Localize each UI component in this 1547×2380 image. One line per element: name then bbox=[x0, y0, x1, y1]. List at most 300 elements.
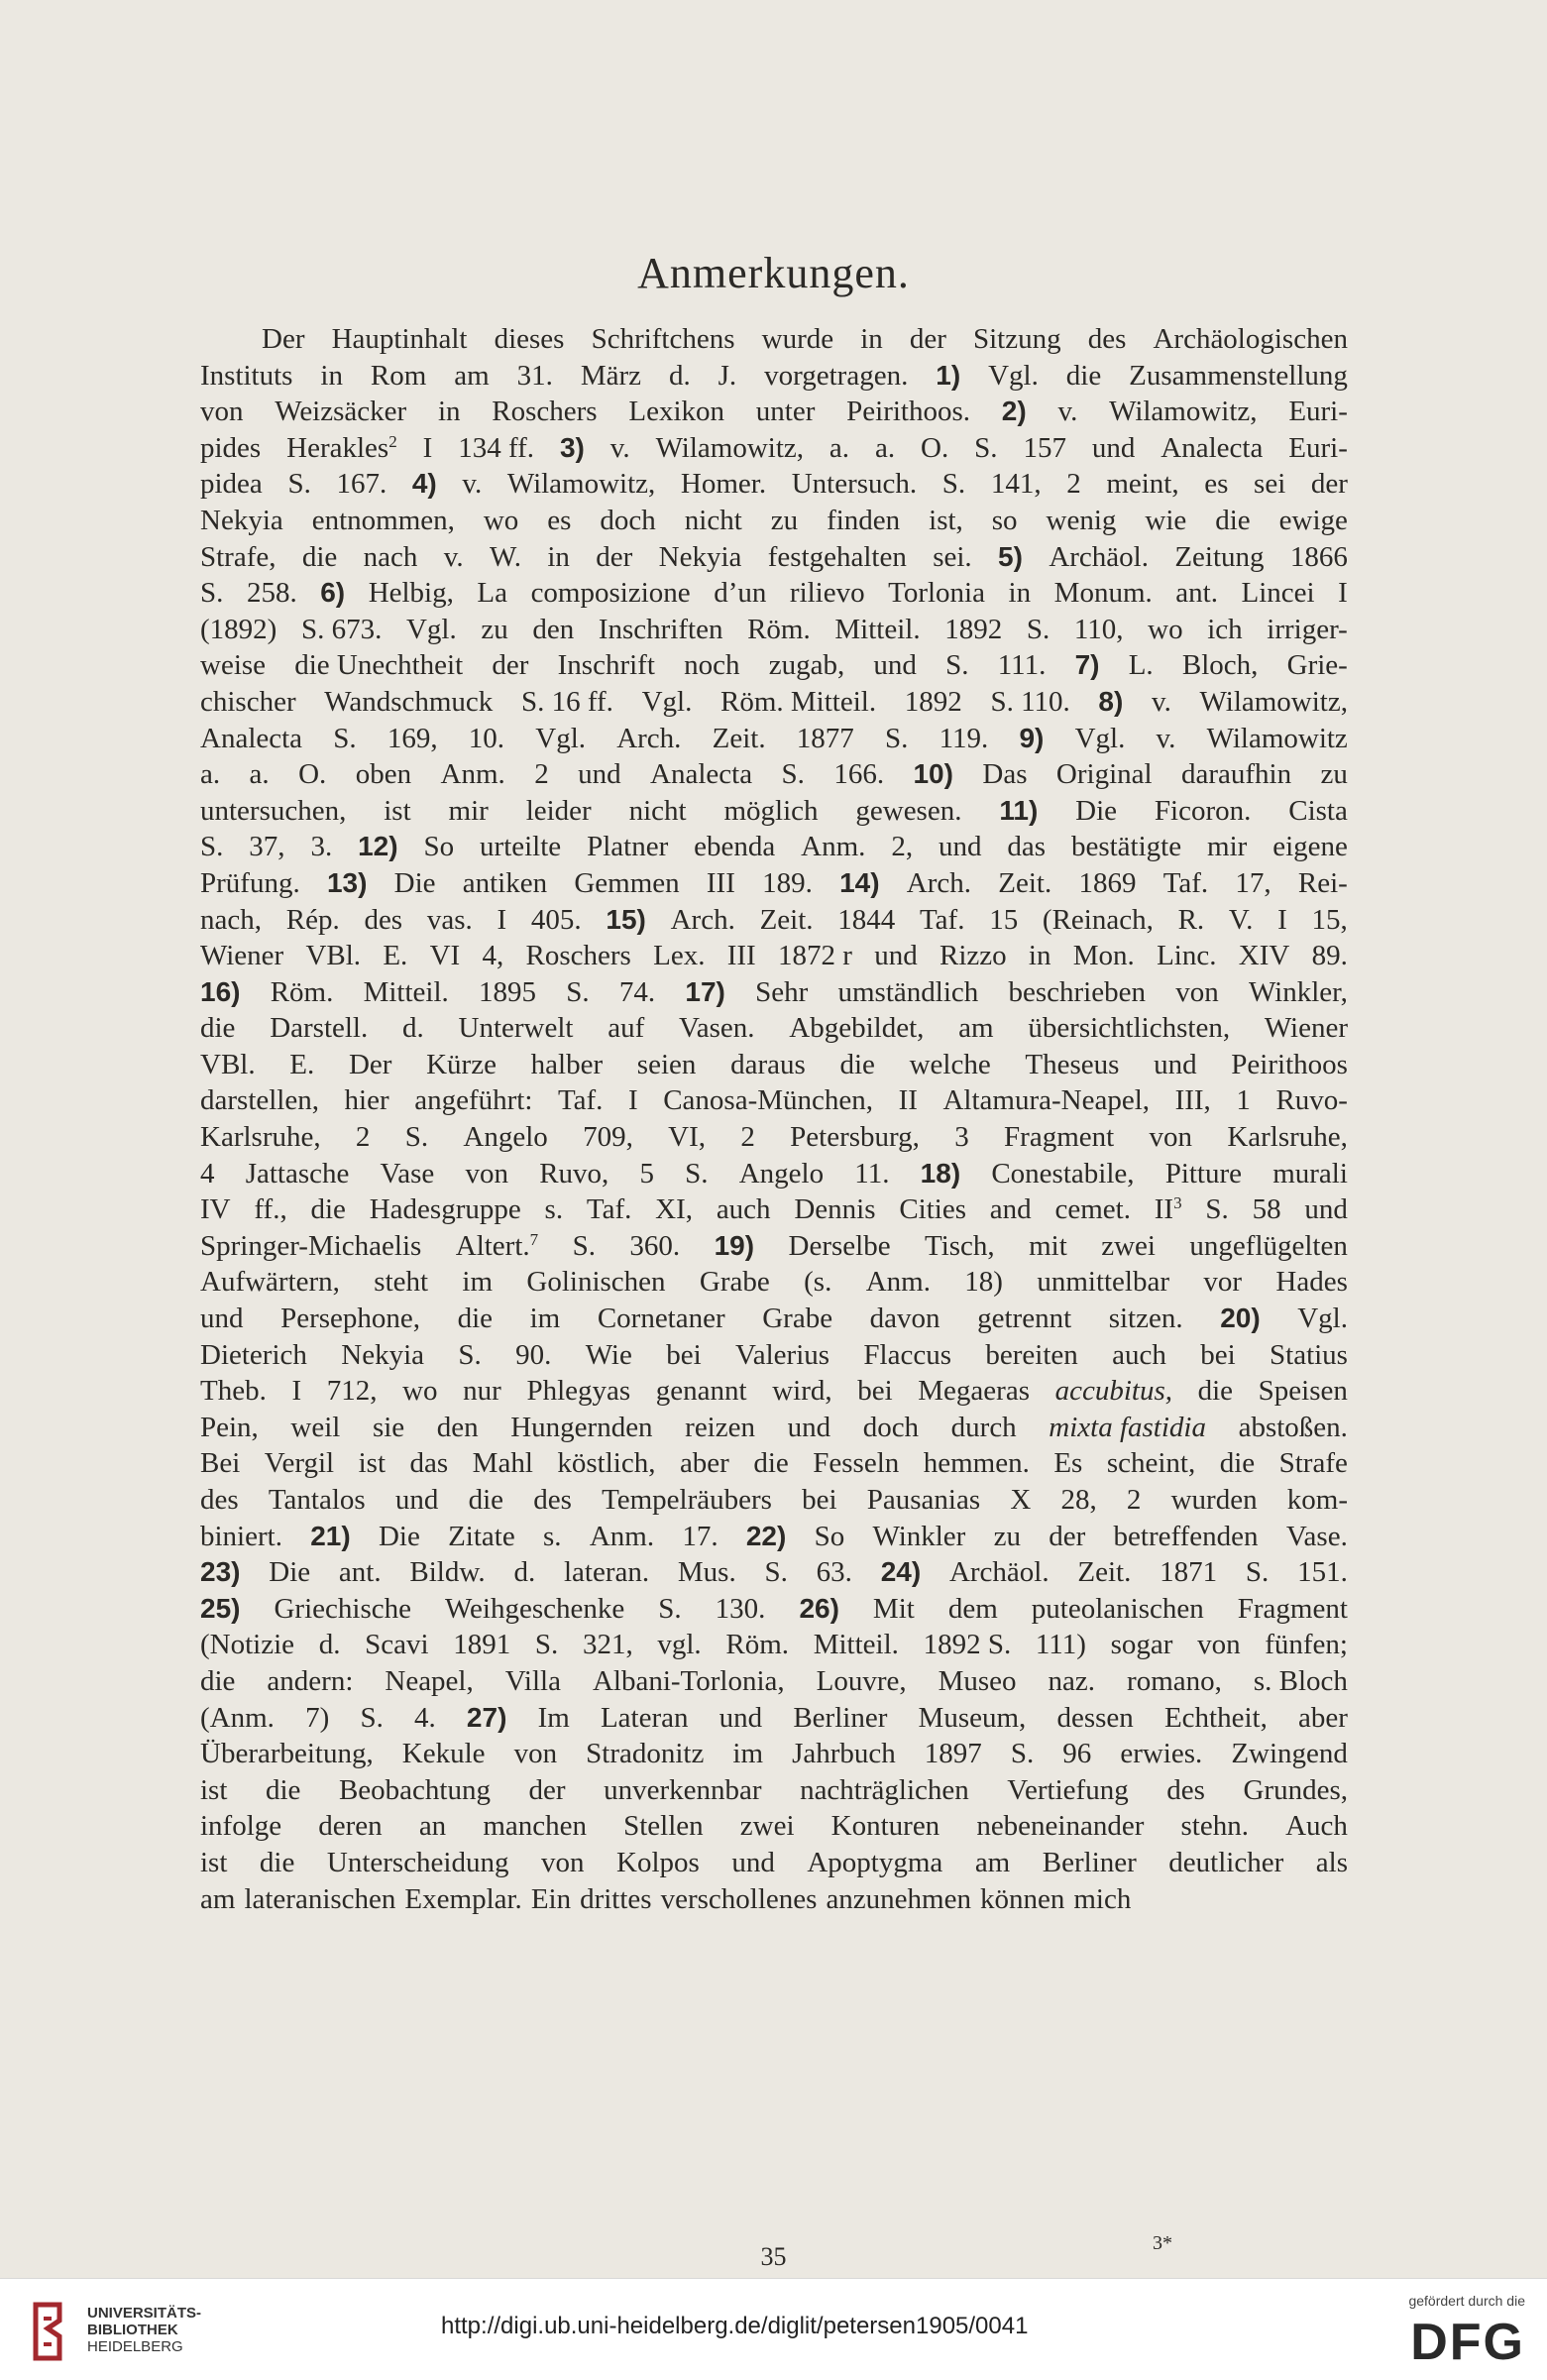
text-line bbox=[200, 684, 1348, 721]
word: a. bbox=[249, 758, 270, 791]
word: Aufwärtern, bbox=[200, 1266, 340, 1299]
italic-word: accubitus, bbox=[1054, 1375, 1172, 1408]
printer-signature: 3* bbox=[1153, 2232, 1172, 2254]
word: 90. bbox=[515, 1338, 552, 1371]
word: welche bbox=[909, 1048, 991, 1080]
word: pidea bbox=[200, 468, 263, 501]
word bbox=[456, 1228, 538, 1265]
text-line bbox=[200, 394, 1348, 430]
word: Tantalos bbox=[268, 1484, 366, 1516]
word: ungeflügelten bbox=[1189, 1229, 1348, 1262]
word: Phlegyas bbox=[526, 1375, 631, 1408]
word: Weihgeschenke bbox=[445, 1592, 625, 1625]
word: in bbox=[1028, 940, 1051, 972]
word: Cornetaner bbox=[597, 1303, 725, 1335]
word: 111. bbox=[997, 649, 1047, 682]
word: Ruvo, bbox=[539, 1157, 609, 1190]
word: Peirithoos. bbox=[846, 396, 971, 428]
word: die bbox=[1197, 1375, 1234, 1408]
word: Zwingend bbox=[1231, 1738, 1348, 1770]
note-number: 18) bbox=[920, 1157, 961, 1189]
word: Arch. bbox=[906, 866, 972, 899]
word: Vgl. bbox=[1074, 722, 1126, 754]
word: und bbox=[787, 1411, 831, 1443]
word: Unterscheidung bbox=[326, 1846, 509, 1878]
word: Lex. bbox=[653, 940, 706, 972]
word: 2, bbox=[891, 831, 914, 863]
word: cemet. bbox=[1054, 1193, 1131, 1226]
word: Rom bbox=[370, 359, 427, 392]
word: die bbox=[1219, 1447, 1256, 1480]
word: Anm. bbox=[865, 1266, 931, 1299]
word: 3 bbox=[954, 1121, 969, 1154]
text-line bbox=[200, 1156, 1348, 1192]
word: Ein bbox=[530, 1882, 572, 1915]
word: reizen bbox=[685, 1411, 755, 1443]
word: Flaccus bbox=[863, 1338, 951, 1371]
word: Berliner bbox=[1042, 1846, 1137, 1878]
word: Speisen bbox=[1258, 1375, 1348, 1408]
word: Ruvo- bbox=[1275, 1084, 1348, 1117]
word: antiken bbox=[462, 866, 548, 899]
word: Inschriften bbox=[598, 613, 723, 645]
word: v. bbox=[443, 540, 464, 573]
word: durch bbox=[950, 1411, 1017, 1443]
word: Röm. Mitteil. bbox=[720, 685, 877, 718]
word: und bbox=[1154, 1048, 1197, 1080]
word: Canosa-München, bbox=[663, 1084, 874, 1117]
word: Rizzo bbox=[939, 940, 1007, 972]
word: Lateran bbox=[600, 1701, 689, 1734]
word: VBl. bbox=[200, 1048, 256, 1080]
word: Analecta bbox=[650, 758, 753, 791]
word: 74. bbox=[618, 975, 656, 1008]
word: Zusammenstellung bbox=[1129, 359, 1348, 392]
text-line bbox=[200, 829, 1348, 865]
word: 141, bbox=[990, 468, 1042, 501]
word: unmittelbar bbox=[1037, 1266, 1170, 1299]
word: und bbox=[938, 831, 982, 863]
word: zu bbox=[770, 504, 799, 536]
word: 5 bbox=[639, 1157, 654, 1190]
word: S. bbox=[572, 1229, 596, 1262]
word: Grabe bbox=[699, 1266, 770, 1299]
word: nicht bbox=[628, 794, 687, 827]
word: Grabe bbox=[762, 1303, 833, 1335]
word: auf bbox=[608, 1012, 645, 1045]
word: Zeit. bbox=[998, 866, 1052, 899]
word: nach, bbox=[200, 903, 262, 936]
word: die bbox=[457, 1303, 494, 1335]
word: Archäologischen bbox=[1153, 323, 1348, 355]
word: S. bbox=[941, 468, 966, 501]
word: 2 bbox=[534, 758, 549, 791]
word: Golinischen bbox=[526, 1266, 666, 1299]
word: O. bbox=[921, 431, 949, 464]
word: Zeit. bbox=[1077, 1556, 1132, 1589]
word: Angelo bbox=[463, 1121, 548, 1154]
word: Fesseln bbox=[813, 1447, 900, 1480]
word: v. bbox=[1152, 685, 1171, 718]
word: (Anm. bbox=[200, 1701, 275, 1734]
text-line bbox=[200, 974, 1348, 1011]
word: Altamura-Neapel, bbox=[942, 1084, 1151, 1117]
word: 15, bbox=[1311, 903, 1348, 936]
word: die bbox=[310, 1193, 346, 1226]
word: biniert. bbox=[200, 1520, 282, 1552]
word: und bbox=[718, 1701, 763, 1734]
word: d’un bbox=[714, 577, 767, 610]
word: vgl. bbox=[657, 1629, 702, 1661]
word: S. bbox=[333, 722, 357, 754]
word: mich bbox=[1073, 1882, 1132, 1915]
word: I bbox=[1277, 903, 1287, 936]
word: S. bbox=[974, 431, 998, 464]
word: halber bbox=[530, 1048, 604, 1080]
superscript: 7 bbox=[529, 1229, 539, 1249]
text-line bbox=[200, 466, 1348, 503]
word: noch bbox=[684, 649, 740, 682]
ub-heidelberg-logo-icon[interactable] bbox=[30, 2301, 69, 2362]
note-number: 19) bbox=[714, 1229, 755, 1261]
word: Vertiefung bbox=[1007, 1773, 1129, 1806]
word: scheint, bbox=[1106, 1447, 1196, 1480]
text-line bbox=[200, 1772, 1348, 1809]
word: vor bbox=[1203, 1266, 1243, 1299]
word: Lexikon bbox=[628, 396, 725, 428]
word: Konturen bbox=[830, 1810, 940, 1843]
word: Strafe bbox=[1278, 1447, 1348, 1480]
word: Valerius bbox=[735, 1338, 830, 1371]
word: zu bbox=[993, 1520, 1021, 1552]
word: irriger- bbox=[1267, 613, 1348, 645]
note-number: 16) bbox=[200, 975, 241, 1007]
word: Torlonia bbox=[888, 577, 985, 610]
word: R. bbox=[1177, 903, 1205, 936]
word: S. 110. bbox=[990, 685, 1070, 718]
word: angeführt: bbox=[414, 1084, 533, 1117]
word: Anm. bbox=[589, 1520, 655, 1552]
text-line bbox=[200, 1663, 1348, 1700]
word: Cista bbox=[1288, 794, 1348, 827]
note-number: 22) bbox=[745, 1520, 787, 1551]
word: So bbox=[423, 831, 455, 863]
word: Wilamowitz bbox=[1206, 722, 1348, 754]
word: rilievo bbox=[789, 577, 865, 610]
word: die bbox=[259, 1846, 295, 1878]
note-number: 17) bbox=[685, 975, 725, 1007]
word: Pausanias bbox=[866, 1484, 981, 1516]
word: wurde bbox=[761, 323, 834, 355]
word: a. bbox=[200, 758, 221, 791]
word: 1844 bbox=[837, 903, 896, 936]
word: Museum, bbox=[918, 1701, 1027, 1734]
word bbox=[1155, 1191, 1182, 1228]
word: die bbox=[468, 1484, 504, 1516]
word: dem bbox=[947, 1592, 998, 1625]
word: Darstell. bbox=[270, 1012, 369, 1045]
word: S. bbox=[885, 722, 909, 754]
word: Die bbox=[269, 1556, 311, 1589]
word: Wilamowitz, bbox=[1199, 685, 1348, 718]
note-number: 14) bbox=[839, 866, 880, 898]
word: puteolanischen bbox=[1031, 1592, 1204, 1625]
word: v. bbox=[609, 431, 630, 464]
word: 1871 bbox=[1160, 1556, 1218, 1589]
word: das bbox=[1007, 831, 1047, 863]
word: entnommen, bbox=[311, 504, 455, 536]
word: 2 bbox=[1126, 1484, 1142, 1516]
word: so bbox=[991, 504, 1018, 536]
word: gewesen. bbox=[855, 794, 962, 827]
word: a. bbox=[829, 431, 850, 464]
word: zu bbox=[481, 613, 508, 645]
word: S. bbox=[1026, 613, 1050, 645]
word: Albani-Torlonia, bbox=[592, 1664, 785, 1697]
word: 11. bbox=[854, 1157, 890, 1190]
word: verschollenes bbox=[660, 1882, 818, 1915]
word: in bbox=[1008, 577, 1032, 610]
word: V. bbox=[1228, 903, 1254, 936]
word: von bbox=[1149, 1121, 1193, 1154]
word: Pitture bbox=[1164, 1157, 1243, 1190]
text-line bbox=[200, 1337, 1348, 1374]
note-number: 15) bbox=[606, 903, 646, 935]
word: 1891 bbox=[453, 1629, 511, 1661]
word: 321, bbox=[582, 1629, 633, 1661]
text-line bbox=[200, 1591, 1348, 1628]
word: Strafe, bbox=[200, 540, 276, 573]
word: die bbox=[839, 1048, 875, 1080]
word: 360. bbox=[629, 1229, 681, 1262]
word: zwei bbox=[1101, 1229, 1156, 1262]
text-line bbox=[200, 503, 1348, 539]
word: v. bbox=[1156, 722, 1176, 754]
word: Taf. bbox=[557, 1084, 604, 1117]
word: Stellen bbox=[623, 1810, 704, 1843]
text-line bbox=[200, 938, 1348, 974]
word: und bbox=[731, 1846, 775, 1878]
word: in bbox=[860, 323, 883, 355]
word: (Notizie bbox=[200, 1629, 295, 1661]
word: im bbox=[462, 1266, 494, 1299]
word: wird, bbox=[772, 1375, 832, 1408]
word: des bbox=[1087, 323, 1127, 355]
word: Taf. bbox=[586, 1193, 632, 1226]
word: sei bbox=[1254, 468, 1286, 501]
word: die bbox=[200, 1664, 236, 1697]
note-number: 23) bbox=[200, 1556, 241, 1588]
word: Helbig, bbox=[368, 577, 454, 610]
word: infolge bbox=[200, 1810, 282, 1843]
word: Villa bbox=[504, 1664, 561, 1697]
word: Mitteil. bbox=[813, 1629, 899, 1661]
word: Altert. bbox=[455, 1229, 530, 1262]
word: Zitate bbox=[448, 1520, 515, 1552]
word: Beobachtung bbox=[338, 1773, 491, 1806]
word: wo bbox=[402, 1375, 438, 1408]
word: 7) bbox=[305, 1701, 330, 1734]
word: d. bbox=[402, 1012, 424, 1045]
word: köstlich, bbox=[557, 1447, 656, 1480]
word: Monum. bbox=[1053, 577, 1153, 610]
word: bei bbox=[802, 1484, 837, 1516]
word: Linc. bbox=[1157, 940, 1217, 972]
word: Persephone, bbox=[280, 1303, 421, 1335]
word: Vasen. bbox=[679, 1012, 755, 1045]
library-name-line: BIBLIOTHEK bbox=[87, 2322, 178, 2338]
word: bei bbox=[666, 1338, 702, 1371]
word: Vgl. bbox=[988, 359, 1039, 392]
word: von bbox=[200, 396, 244, 428]
dfg-logo[interactable]: DFG bbox=[1410, 2314, 1525, 2371]
word: S. bbox=[945, 649, 969, 682]
note-number: 10) bbox=[913, 758, 953, 790]
word: sogar bbox=[1110, 1629, 1173, 1661]
word: Jattasche bbox=[245, 1157, 350, 1190]
note-number: 21) bbox=[310, 1520, 351, 1551]
word: am bbox=[200, 1882, 236, 1915]
word: Fragment bbox=[1004, 1121, 1115, 1154]
word: weil bbox=[290, 1411, 341, 1443]
word: Fragment bbox=[1237, 1592, 1348, 1625]
library-name-line: HEIDELBERG bbox=[87, 2338, 183, 2355]
word: 17. bbox=[682, 1520, 718, 1552]
word: Homer. bbox=[680, 468, 767, 501]
word: Euri- bbox=[1288, 396, 1348, 428]
word: es bbox=[1204, 468, 1229, 501]
word: romano, bbox=[1127, 1664, 1222, 1697]
text-line bbox=[200, 1301, 1348, 1337]
word: E. bbox=[289, 1048, 315, 1080]
text-line bbox=[200, 1119, 1348, 1156]
library-name[interactable] bbox=[87, 2305, 201, 2355]
word: Peirithoos bbox=[1231, 1048, 1348, 1080]
word: Gemmen bbox=[574, 866, 680, 899]
word: Mitteil. bbox=[363, 975, 449, 1008]
word: erwies. bbox=[1120, 1738, 1203, 1770]
word: (s. bbox=[804, 1266, 832, 1299]
word: Mitteil. bbox=[834, 613, 921, 645]
word: Stradonitz bbox=[586, 1738, 705, 1770]
word: Der bbox=[348, 1048, 392, 1080]
permalink-url[interactable]: http://digi.ub.uni-heidelberg.de/diglit/petersen1905/0041 bbox=[441, 2313, 1029, 2339]
word: X bbox=[1010, 1484, 1032, 1516]
word: Petersburg, bbox=[790, 1121, 920, 1154]
word: Untersuch. bbox=[791, 468, 918, 501]
text-line bbox=[200, 1627, 1348, 1663]
word: Röm. bbox=[270, 975, 334, 1008]
word: Hauptinhalt bbox=[331, 323, 468, 355]
word: Grundes, bbox=[1243, 1773, 1348, 1806]
word: Archäol. bbox=[1049, 540, 1149, 573]
word: s. Bloch bbox=[1253, 1664, 1348, 1697]
word: Megaeras bbox=[918, 1375, 1030, 1408]
word: bestätigte bbox=[1070, 831, 1182, 863]
word: Platner bbox=[587, 831, 669, 863]
note-number: 6) bbox=[320, 577, 346, 609]
word: 1866 bbox=[1289, 540, 1348, 573]
word: 63. bbox=[816, 1556, 852, 1589]
word: Grie- bbox=[1286, 649, 1348, 682]
word: und bbox=[578, 758, 621, 791]
word: des bbox=[200, 1484, 239, 1516]
text-line bbox=[200, 1519, 1348, 1555]
word: Zeit. bbox=[712, 722, 766, 754]
word: IV bbox=[200, 1193, 231, 1226]
word: wenig bbox=[1046, 504, 1117, 536]
word: 1892 bbox=[904, 685, 962, 718]
word: Die bbox=[393, 866, 436, 899]
word: davon bbox=[869, 1303, 940, 1335]
word: Jahrbuch bbox=[792, 1738, 896, 1770]
word: III bbox=[726, 940, 756, 972]
word: es bbox=[547, 504, 572, 536]
word: wo bbox=[483, 504, 519, 536]
word: Taf. bbox=[919, 903, 965, 936]
document-body bbox=[200, 321, 1348, 1917]
word: hier bbox=[344, 1084, 389, 1117]
word: der bbox=[596, 540, 633, 573]
word: von bbox=[465, 1157, 508, 1190]
text-line bbox=[200, 1191, 1348, 1228]
word: 405. bbox=[530, 903, 582, 936]
word: die Unechtheit bbox=[294, 649, 464, 682]
word: XIV bbox=[1238, 940, 1290, 972]
word: Tisch, bbox=[925, 1229, 995, 1262]
word: Unterwelt bbox=[458, 1012, 574, 1045]
word: im bbox=[529, 1303, 561, 1335]
word: 709, bbox=[583, 1121, 633, 1154]
text-line bbox=[200, 612, 1348, 648]
word: untersuchen, bbox=[200, 794, 347, 827]
word: v. bbox=[462, 468, 483, 501]
word: bereiten bbox=[985, 1338, 1078, 1371]
word: Springer-Michaelis bbox=[200, 1229, 422, 1262]
word: 18) bbox=[964, 1266, 1003, 1299]
word: Dennis bbox=[794, 1193, 876, 1226]
word: s. bbox=[544, 1193, 564, 1226]
word: 119. bbox=[939, 722, 989, 754]
word: in bbox=[437, 396, 461, 428]
text-line bbox=[200, 1881, 1348, 1918]
word: 189. bbox=[762, 866, 813, 899]
word: und bbox=[200, 1303, 244, 1335]
word: I bbox=[497, 903, 507, 936]
word: S. bbox=[458, 1338, 482, 1371]
word: 1869 bbox=[1078, 866, 1137, 899]
word: den bbox=[532, 613, 575, 645]
word: lateran. bbox=[563, 1556, 650, 1589]
word: hemmen. bbox=[923, 1447, 1030, 1480]
word: sitzen. bbox=[1108, 1303, 1183, 1335]
word: Zeit. bbox=[759, 903, 814, 936]
word: umständlich bbox=[837, 975, 979, 1008]
word: Arch. bbox=[616, 722, 682, 754]
word: leider bbox=[525, 794, 592, 827]
word: ant. bbox=[338, 1556, 382, 1589]
word: deren bbox=[318, 1810, 383, 1843]
word: vas. bbox=[426, 903, 473, 936]
text-line bbox=[200, 1264, 1348, 1301]
text-line bbox=[200, 430, 1348, 467]
word: 2 bbox=[740, 1121, 755, 1154]
word: Prüfung. bbox=[200, 866, 300, 899]
word: S. 673. bbox=[300, 613, 383, 645]
word: sei. bbox=[933, 540, 972, 573]
word: S. bbox=[764, 1556, 788, 1589]
word: Die bbox=[1075, 794, 1118, 827]
